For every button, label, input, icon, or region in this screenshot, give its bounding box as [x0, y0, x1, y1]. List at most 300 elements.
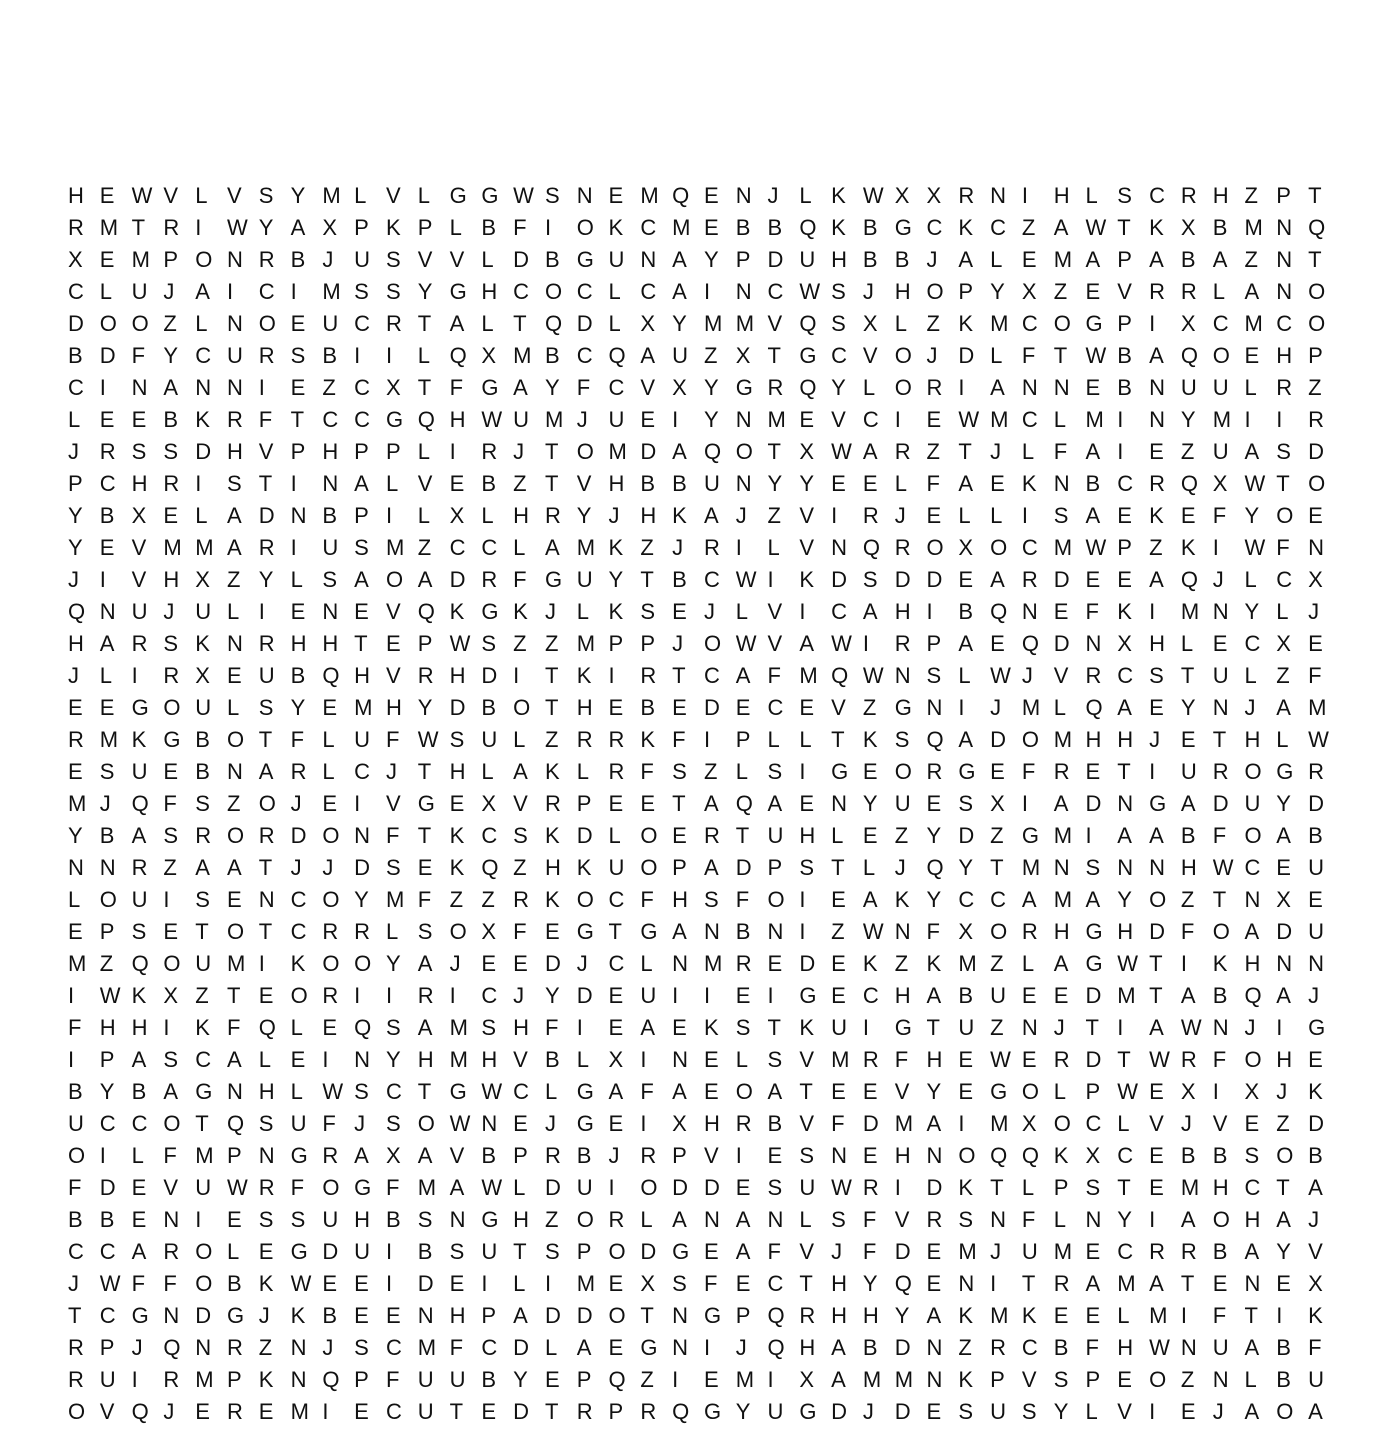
letter-cell: H — [99, 1015, 116, 1040]
letter-cell: E — [99, 247, 115, 272]
letter-cell: E — [926, 791, 942, 816]
letter-cell: H — [640, 503, 657, 528]
letter-cell: S — [1244, 1143, 1260, 1168]
letter-cell: B — [195, 759, 210, 784]
letter-cell: M — [1021, 855, 1041, 880]
letter-cell: E — [608, 695, 624, 720]
letter-cell: A — [131, 823, 147, 848]
letter-cell: G — [131, 695, 149, 720]
letter-cell: C — [576, 279, 593, 304]
letter-cell: J — [703, 599, 715, 624]
letter-cell: H — [576, 695, 593, 720]
letter-cell: U — [99, 1367, 116, 1392]
letter-cell: U — [672, 343, 689, 368]
letter-cell: A — [1149, 1015, 1164, 1040]
letter-cell: E — [1244, 1111, 1260, 1136]
letter-cell: O — [767, 887, 785, 912]
letter-cell: C — [1149, 183, 1165, 208]
letter-cell: Q — [767, 1335, 785, 1360]
letter-cell: Z — [258, 1335, 273, 1360]
letter-cell: F — [131, 1271, 146, 1296]
letter-cell: M — [735, 311, 755, 336]
letter-cell: Y — [862, 1271, 878, 1296]
letter-cell: E — [68, 919, 83, 944]
letter-cell: R — [68, 727, 84, 752]
letter-cell: A — [226, 1047, 242, 1072]
letter-cell: B — [640, 471, 656, 496]
letter-cell: H — [1212, 183, 1229, 208]
letter-cell: N — [703, 1207, 720, 1232]
letter-cell: V — [385, 791, 401, 816]
letter-cell: Z — [1244, 247, 1258, 272]
letter-cell: K — [608, 215, 624, 240]
letter-cell: W — [449, 631, 471, 656]
letter-cell: A — [1180, 983, 1196, 1008]
letter-cell: B — [1117, 343, 1132, 368]
grid-row — [68, 1396, 1340, 1428]
letter-cell: G — [449, 1079, 467, 1104]
letter-cell: D — [926, 567, 943, 592]
letter-cell: W — [862, 919, 884, 944]
letter-cell: Q — [1180, 343, 1199, 368]
letter-cell: L — [1180, 631, 1194, 656]
letter-cell: D — [544, 1175, 561, 1200]
letter-cell: C — [513, 279, 530, 304]
letter-cell: M — [417, 1175, 437, 1200]
letter-cell: C — [354, 759, 371, 784]
letter-cell: G — [1308, 1015, 1326, 1040]
letter-cell: F — [1085, 1335, 1099, 1360]
letter-cell: D — [195, 1303, 212, 1328]
letter-cell: A — [195, 855, 210, 880]
letter-cell: L — [481, 247, 494, 272]
letter-cell: L — [735, 759, 748, 784]
letter-cell: A — [1244, 1399, 1260, 1424]
letter-cell: E — [99, 695, 115, 720]
letter-cell: H — [354, 1207, 371, 1232]
letter-cell: A — [544, 535, 560, 560]
letter-cell: I — [862, 1015, 870, 1040]
letter-cell: R — [417, 663, 434, 688]
letter-cell: B — [99, 823, 115, 848]
letter-cell: I — [767, 983, 774, 1008]
letter-cell: G — [195, 1079, 213, 1104]
letter-cell: G — [481, 375, 499, 400]
letter-cell: R — [163, 1239, 180, 1264]
letter-cell: B — [481, 695, 497, 720]
letter-cell: D — [576, 983, 593, 1008]
letter-cell: S — [640, 599, 656, 624]
letter-cell: E — [703, 1047, 719, 1072]
letter-cell: A — [1117, 695, 1132, 720]
letter-cell: B — [862, 1335, 878, 1360]
letter-cell: O — [258, 791, 276, 816]
letter-cell: C — [354, 311, 371, 336]
letter-cell: L — [417, 503, 431, 528]
letter-cell: R — [1276, 375, 1293, 400]
letter-cell: X — [385, 1143, 401, 1168]
letter-cell: J — [1308, 599, 1320, 624]
letter-cell: I — [163, 887, 170, 912]
letter-cell: C — [640, 215, 657, 240]
letter-cell: E — [799, 791, 815, 816]
letter-cell: R — [544, 503, 561, 528]
letter-cell: M — [195, 1367, 214, 1392]
letter-cell: K — [1117, 599, 1132, 624]
letter-cell: D — [831, 567, 848, 592]
letter-cell: N — [226, 759, 243, 784]
letter-cell: Z — [544, 631, 559, 656]
letter-cell: U — [131, 759, 148, 784]
letter-cell: Q — [703, 439, 722, 464]
letter-cell: I — [831, 503, 838, 528]
letter-cell: V — [862, 343, 878, 368]
letter-cell: H — [322, 439, 339, 464]
letter-cell: U — [1212, 1335, 1229, 1360]
letter-cell: A — [290, 215, 306, 240]
letter-cell: M — [1180, 1175, 1200, 1200]
letter-cell: T — [449, 1399, 464, 1424]
letter-cell: F — [1276, 535, 1290, 560]
letter-cell: L — [767, 727, 780, 752]
letter-cell: Y — [1276, 1239, 1291, 1264]
letter-cell: I — [608, 663, 615, 688]
letter-cell: M — [576, 1271, 596, 1296]
letter-cell: K — [958, 311, 973, 336]
letter-cell: K — [131, 983, 147, 1008]
letter-cell: Z — [703, 343, 718, 368]
letter-cell: O — [735, 1079, 753, 1104]
letter-cell: K — [1308, 1303, 1323, 1328]
letter-cell: X — [131, 503, 147, 528]
letter-cell: U — [576, 567, 593, 592]
letter-cell: L — [385, 471, 399, 496]
letter-cell: H — [449, 663, 466, 688]
letter-cell: T — [767, 439, 781, 464]
letter-cell: Y — [385, 951, 401, 976]
letter-cell: U — [608, 247, 625, 272]
letter-cell: B — [958, 983, 973, 1008]
letter-cell: E — [703, 1367, 719, 1392]
letter-cell: I — [1117, 407, 1124, 432]
letter-cell: H — [1149, 631, 1165, 656]
letter-cell: E — [926, 1239, 942, 1264]
letter-cell: H — [449, 407, 466, 432]
letter-cell: O — [608, 1239, 626, 1264]
letter-cell: R — [926, 375, 943, 400]
letter-cell: E — [831, 471, 846, 496]
letter-cell: Y — [258, 567, 274, 592]
letter-cell: J — [672, 535, 684, 560]
letter-cell: I — [1117, 1015, 1124, 1040]
letter-cell: A — [1053, 951, 1069, 976]
letter-cell: O — [1212, 1207, 1230, 1232]
letter-cell: E — [703, 215, 719, 240]
letter-cell: N — [1021, 1015, 1038, 1040]
letter-cell: B — [195, 727, 210, 752]
letter-cell: M — [1117, 1271, 1136, 1296]
letter-cell: T — [640, 567, 654, 592]
letter-cell: P — [672, 855, 687, 880]
letter-cell: X — [1021, 279, 1037, 304]
letter-cell: F — [640, 1079, 654, 1104]
letter-cell: Q — [608, 1367, 626, 1392]
grid-row — [68, 980, 1340, 1012]
letter-cell: F — [163, 1271, 177, 1296]
letter-cell: N — [1149, 407, 1165, 432]
letter-cell: H — [831, 247, 848, 272]
letter-cell: I — [258, 599, 265, 624]
letter-cell: P — [672, 1143, 687, 1168]
letter-cell: U — [354, 247, 371, 272]
letter-cell: A — [735, 1239, 751, 1264]
letter-cell: M — [1053, 887, 1073, 912]
letter-cell: X — [799, 1367, 815, 1392]
letter-cell: G — [1149, 791, 1167, 816]
letter-cell: N — [672, 951, 689, 976]
letter-cell: M — [1053, 535, 1073, 560]
letter-cell: N — [990, 183, 1006, 208]
letter-cell: P — [990, 1367, 1005, 1392]
letter-cell: K — [862, 727, 878, 752]
letter-cell: O — [894, 375, 912, 400]
letter-cell: N — [926, 1367, 943, 1392]
letter-cell: E — [354, 1303, 369, 1328]
letter-cell: D — [544, 951, 561, 976]
letter-cell: O — [1244, 823, 1262, 848]
letter-cell: X — [481, 919, 497, 944]
letter-cell: U — [767, 1399, 784, 1424]
letter-cell: M — [544, 407, 564, 432]
letter-cell: E — [1212, 1271, 1228, 1296]
letter-cell: A — [672, 279, 687, 304]
letter-cell: M — [894, 1367, 914, 1392]
letter-cell: M — [958, 951, 977, 976]
letter-cell: J — [1212, 567, 1224, 592]
letter-cell: G — [672, 1239, 690, 1264]
letter-cell: L — [195, 183, 208, 208]
letter-cell: R — [1053, 1047, 1070, 1072]
letter-cell: E — [1085, 375, 1101, 400]
letter-cell: A — [862, 439, 878, 464]
letter-cell: X — [640, 311, 656, 336]
letter-cell: N — [958, 1271, 975, 1296]
letter-cell: E — [1180, 1399, 1196, 1424]
letter-cell: Z — [767, 503, 781, 528]
letter-cell: A — [1308, 1399, 1323, 1424]
letter-cell: T — [544, 439, 559, 464]
letter-cell: Z — [703, 759, 718, 784]
letter-cell: J — [258, 1303, 270, 1328]
letter-cell: L — [481, 503, 494, 528]
letter-cell: O — [990, 919, 1008, 944]
letter-cell: X — [322, 215, 338, 240]
letter-cell: V — [226, 183, 242, 208]
letter-cell: I — [894, 407, 901, 432]
letter-cell: R — [1180, 1239, 1197, 1264]
letter-cell: E — [862, 1079, 878, 1104]
letter-cell: O — [703, 631, 722, 656]
letter-cell: A — [990, 375, 1005, 400]
letter-cell: E — [990, 759, 1005, 784]
letter-cell: G — [576, 919, 594, 944]
letter-cell: S — [354, 1335, 369, 1360]
letter-cell: R — [258, 1175, 275, 1200]
letter-cell: N — [1276, 215, 1293, 240]
letter-cell: T — [767, 343, 781, 368]
letter-cell: D — [258, 503, 275, 528]
letter-cell: N — [1085, 631, 1102, 656]
letter-cell: X — [449, 503, 465, 528]
letter-cell: X — [958, 535, 973, 560]
letter-cell: C — [767, 1271, 784, 1296]
letter-cell: S — [163, 823, 179, 848]
letter-cell: J — [131, 1335, 143, 1360]
letter-cell: F — [258, 407, 273, 432]
letter-cell: N — [640, 247, 657, 272]
letter-cell: B — [481, 215, 497, 240]
letter-cell: A — [672, 1079, 687, 1104]
letter-cell: N — [767, 919, 784, 944]
letter-cell: S — [513, 823, 528, 848]
letter-cell: A — [1180, 791, 1196, 816]
letter-cell: W — [862, 183, 884, 208]
letter-cell: C — [1085, 1111, 1102, 1136]
letter-cell: T — [1149, 951, 1163, 976]
letter-cell: A — [417, 1015, 433, 1040]
letter-cell: J — [1212, 1399, 1224, 1424]
letter-cell: P — [735, 1303, 751, 1328]
letter-cell: J — [735, 503, 747, 528]
grid-row — [68, 500, 1340, 532]
letter-cell: H — [1053, 919, 1070, 944]
letter-cell: A — [1276, 695, 1291, 720]
letter-cell: O — [1053, 311, 1071, 336]
letter-cell: D — [1308, 791, 1324, 816]
letter-cell: B — [1180, 247, 1196, 272]
letter-cell: S — [354, 279, 369, 304]
letter-cell: M — [640, 183, 659, 208]
letter-cell: F — [576, 375, 591, 400]
letter-cell: S — [354, 1079, 369, 1104]
letter-cell: R — [258, 823, 275, 848]
letter-cell: M — [68, 951, 87, 976]
letter-cell: E — [322, 1271, 338, 1296]
letter-cell: P — [99, 919, 115, 944]
letter-cell: Y — [68, 535, 83, 560]
letter-cell: K — [672, 503, 687, 528]
letter-cell: U — [354, 727, 371, 752]
letter-cell: X — [735, 343, 751, 368]
letter-cell: F — [449, 1335, 464, 1360]
letter-cell: U — [195, 951, 212, 976]
letter-cell: N — [894, 919, 911, 944]
letter-cell: Z — [163, 311, 177, 336]
letter-cell: K — [1212, 951, 1228, 976]
letter-cell: S — [672, 759, 687, 784]
grid-row — [68, 1268, 1340, 1300]
letter-cell: O — [1276, 503, 1294, 528]
letter-cell: J — [322, 855, 334, 880]
letter-cell: P — [226, 1143, 242, 1168]
letter-cell: W — [1085, 535, 1107, 560]
letter-cell: I — [1212, 535, 1219, 560]
letter-cell: E — [672, 599, 687, 624]
letter-cell: R — [640, 1143, 657, 1168]
letter-cell: S — [385, 1111, 401, 1136]
letter-cell: B — [290, 663, 306, 688]
letter-cell: P — [99, 1335, 115, 1360]
letter-cell: L — [226, 1239, 240, 1264]
letter-cell: A — [354, 1143, 369, 1168]
letter-cell: S — [1021, 1399, 1037, 1424]
letter-cell: U — [767, 823, 784, 848]
letter-cell: A — [1276, 823, 1291, 848]
letter-cell: O — [576, 439, 594, 464]
letter-cell: K — [703, 1015, 719, 1040]
letter-cell: J — [1180, 1111, 1192, 1136]
letter-cell: E — [481, 951, 497, 976]
grid-row — [68, 532, 1340, 564]
letter-cell: G — [735, 375, 753, 400]
grid-row — [68, 660, 1340, 692]
letter-cell: Y — [958, 855, 973, 880]
letter-cell: B — [672, 471, 687, 496]
letter-cell: Y — [926, 887, 942, 912]
letter-cell: E — [290, 1047, 306, 1072]
letter-cell: P — [958, 279, 973, 304]
letter-cell: F — [1085, 599, 1099, 624]
letter-cell: D — [1149, 919, 1165, 944]
letter-cell: E — [672, 823, 687, 848]
letter-cell: A — [958, 727, 973, 752]
letter-cell: N — [290, 1367, 307, 1392]
letter-cell: G — [799, 343, 817, 368]
letter-cell: F — [513, 215, 527, 240]
letter-cell: I — [163, 1015, 170, 1040]
letter-cell: B — [1180, 823, 1196, 848]
letter-cell: I — [99, 375, 106, 400]
letter-cell: V — [767, 599, 783, 624]
letter-cell: O — [385, 567, 404, 592]
letter-cell: A — [703, 503, 719, 528]
letter-cell: L — [1244, 375, 1257, 400]
letter-cell: G — [1085, 311, 1103, 336]
letter-cell: K — [799, 567, 815, 592]
letter-cell: Q — [322, 1367, 340, 1392]
letter-cell: S — [862, 567, 878, 592]
letter-cell: Q — [354, 1015, 372, 1040]
letter-cell: N — [99, 855, 116, 880]
letter-cell: L — [799, 1207, 812, 1232]
letter-cell: T — [1308, 247, 1322, 272]
letter-cell: O — [958, 1143, 976, 1168]
letter-cell: V — [417, 471, 433, 496]
letter-cell: R — [608, 759, 625, 784]
letter-cell: E — [1149, 1143, 1164, 1168]
letter-cell: S — [449, 727, 465, 752]
letter-cell: I — [322, 1047, 329, 1072]
letter-cell: C — [1244, 855, 1261, 880]
letter-cell: V — [163, 1175, 179, 1200]
letter-cell: B — [481, 1143, 497, 1168]
letter-cell: I — [1180, 1303, 1188, 1328]
letter-cell: S — [163, 1047, 179, 1072]
grid-row — [68, 1300, 1340, 1332]
letter-cell: R — [862, 1175, 879, 1200]
letter-cell: V — [767, 311, 783, 336]
letter-cell: L — [417, 183, 431, 208]
